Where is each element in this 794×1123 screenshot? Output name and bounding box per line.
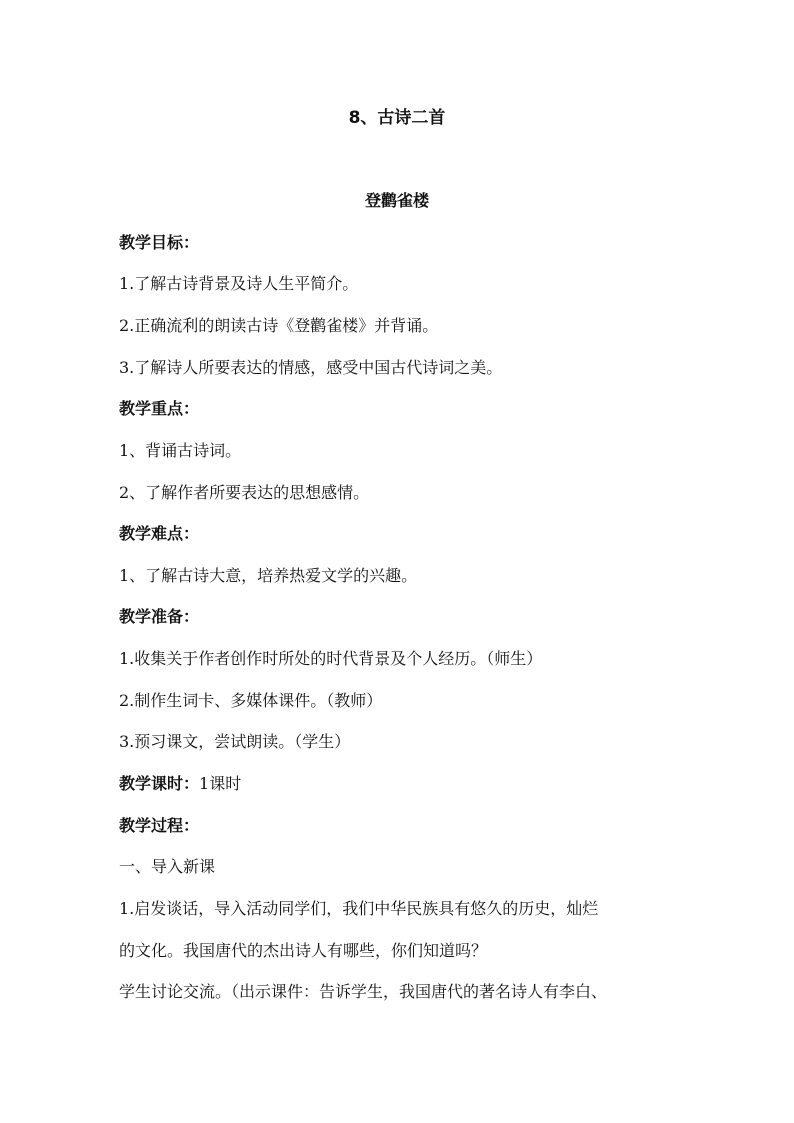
difficulty-item: 1、了解古诗大意，培养热爱文学的兴趣。 bbox=[119, 566, 418, 585]
key-points-heading: 教学重点： bbox=[119, 399, 200, 418]
key-point-item: 1、背诵古诗词。 bbox=[119, 441, 242, 460]
preparation-heading: 教学准备： bbox=[119, 607, 200, 626]
goals-heading: 教学目标： bbox=[119, 233, 200, 252]
preparation-item: 1.收集关于作者创作时所处的时代背景及个人经历。（师生） bbox=[119, 649, 543, 668]
key-point-item: 2、了解作者所要表达的思想感情。 bbox=[119, 483, 370, 502]
goal-item: 3.了解诗人所要表达的情感，感受中国古代诗词之美。 bbox=[119, 358, 503, 377]
difficulties-heading: 教学难点： bbox=[119, 524, 200, 543]
preparation-item: 2.制作生词卡、多媒体课件。（教师） bbox=[119, 691, 383, 710]
class-hours-label: 教学课时： bbox=[119, 774, 200, 793]
process-heading: 教学过程： bbox=[119, 816, 200, 835]
goal-item: 1.了解古诗背景及诗人生平简介。 bbox=[119, 274, 359, 293]
class-hours-line bbox=[119, 773, 679, 795]
process-paragraph-line: 1.启发谈话，导入活动同学们，我们中华民族具有悠久的历史，灿烂 bbox=[119, 899, 599, 918]
goal-item: 2.正确流利的朗读古诗《登鹳雀楼》并背诵。 bbox=[119, 316, 439, 335]
process-section-title: 一、导入新课 bbox=[119, 857, 216, 876]
process-paragraph-line: 的文化。我国唐代的杰出诗人有哪些，你们知道吗？ bbox=[119, 941, 488, 960]
poem-title: 登鹳雀楼 bbox=[364, 191, 429, 210]
preparation-item: 3.预习课文，尝试朗读。（学生） bbox=[119, 732, 351, 751]
class-hours-value: 1课时 bbox=[199, 774, 242, 793]
document-title: 8、古诗二首 bbox=[348, 108, 446, 128]
process-paragraph-line: 学生讨论交流。（出示课件：告诉学生，我国唐代的著名诗人有李白、 bbox=[119, 982, 608, 1001]
